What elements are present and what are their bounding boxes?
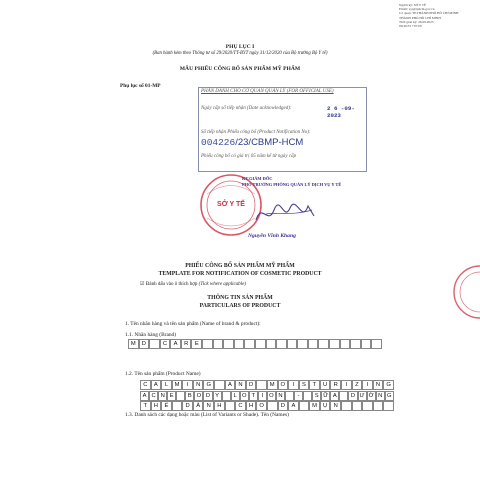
letter-cell: S xyxy=(312,391,321,401)
letter-cell: N xyxy=(203,401,214,411)
signer-title-line: PHÓ TRƯỞNG PHÒNG QUẢN LÝ DỊCH VỤ Y TẾ xyxy=(242,182,342,187)
letter-cell xyxy=(149,339,160,349)
letter-cell xyxy=(244,339,255,349)
particulars-title-en: PARTICULARS OF PRODUCT xyxy=(199,303,281,309)
letter-cell: O xyxy=(194,391,203,401)
letter-cell: M xyxy=(172,380,183,390)
tick-note-vi: ☑ Đánh dấu vào ô thích hợp xyxy=(140,282,198,287)
letter-cell: N xyxy=(373,380,384,390)
question-1-2: 1.2. Tên sản phẩm (Product Name) xyxy=(125,371,201,377)
letter-cell: G xyxy=(203,380,214,390)
signature-line: Thời gian ký: 26.09.2023 xyxy=(399,19,434,24)
letter-cell: Z xyxy=(352,380,363,390)
letter-cell: Ữ xyxy=(321,391,330,401)
letter-cell: Ờ xyxy=(367,391,376,401)
letter-cell: I xyxy=(258,391,267,401)
letter-cell xyxy=(266,339,277,349)
letter-cell: C xyxy=(140,380,151,390)
letter-cell: - xyxy=(294,391,303,401)
letter-cell: B xyxy=(185,391,194,401)
letter-cell: L xyxy=(161,380,172,390)
notification-number xyxy=(201,137,303,148)
signer-title-line: KT.GIÁM ĐỐC xyxy=(242,176,273,181)
signature-line: Người ký: SỞ Y TẾ xyxy=(399,3,427,7)
letter-cell: D xyxy=(203,391,212,401)
letter-cell xyxy=(222,391,231,401)
digital-signature-info xyxy=(399,3,477,28)
letter-cell xyxy=(287,339,298,349)
letter-cell: G xyxy=(383,380,394,390)
official-use-title: PHẦN DÀNH CHO CƠ QUAN QUẢN LÝ (FOR OFFICIAL USE) xyxy=(201,89,334,94)
validity-label: Phiếu công bố có giá trị 05 năm kể từ ngày cấp xyxy=(201,154,297,159)
template-title-vi: PHIẾU CÔNG BỐ SẢN PHẨM MỸ PHẨM xyxy=(185,263,295,269)
letter-cell: N xyxy=(276,391,285,401)
letter-cell: G xyxy=(385,391,394,401)
letter-cell xyxy=(285,391,294,401)
letter-cell xyxy=(297,339,308,349)
letter-cell: M xyxy=(267,380,278,390)
letter-cell xyxy=(276,339,287,349)
notification-number-value: 004226 xyxy=(201,137,236,148)
letter-cell xyxy=(318,339,329,349)
signature-line: THÀNH PHỐ HỒ CHÍ MINH xyxy=(399,15,441,20)
letter-cell xyxy=(202,339,213,349)
question-1-1: 1.1. Nhãn hàng (Brand) xyxy=(125,332,177,338)
letter-cell: T xyxy=(309,380,320,390)
letter-cell: C xyxy=(149,391,158,401)
letter-cell: A xyxy=(330,391,339,401)
letter-cell: Ụ xyxy=(320,401,331,411)
letter-cell: D xyxy=(246,380,257,390)
letter-cell: Y xyxy=(213,391,222,401)
handwritten-signature-icon xyxy=(252,196,322,230)
letter-cell xyxy=(223,339,234,349)
letter-cell: N xyxy=(235,380,246,390)
letter-cell xyxy=(308,339,319,349)
letter-cell xyxy=(350,339,361,349)
letter-cell: H xyxy=(246,401,257,411)
letter-cell: A xyxy=(151,380,162,390)
letter-cell: N xyxy=(158,391,167,401)
letter-cell xyxy=(234,339,245,349)
letter-cell: R xyxy=(330,380,341,390)
letter-cell: I xyxy=(182,380,193,390)
notification-label: Số tiếp nhận Phiếu công bố (Product Notification No): xyxy=(201,130,311,135)
ack-date-label: Ngày cấp số tiếp nhận (Date acknowledged): xyxy=(201,106,292,111)
letter-cell xyxy=(361,339,372,349)
letter-cell: Ư xyxy=(358,391,367,401)
tick-note xyxy=(140,281,246,287)
letter-cell: U xyxy=(320,380,331,390)
letter-cell: O xyxy=(256,401,267,411)
question-1-3: 1.3. Danh sách các dạng hoặc màu (List of Variants or Shade). Tên (Names) xyxy=(125,412,289,418)
letter-cell: D xyxy=(182,401,193,411)
letter-cell: T xyxy=(140,401,151,411)
particulars-title-vi: THÔNG TIN SẢN PHẨM xyxy=(207,295,273,301)
template-title-en: TEMPLATE FOR NOTIFICATION OF COSMETIC PRODUCT xyxy=(158,271,322,277)
letter-cell xyxy=(256,380,267,390)
signer-name: Nguyễn Vĩnh Khang xyxy=(248,233,296,239)
signature-line: Email: syt@tphcm.gov.vn xyxy=(399,7,435,12)
question-1: 1. Tên nhãn hàng và tên sản phẩm (Name of brand & product): xyxy=(125,321,261,327)
product-name-grid-row-2 xyxy=(140,391,394,401)
letter-cell xyxy=(172,401,183,411)
letter-cell xyxy=(214,380,225,390)
signer-title xyxy=(242,176,362,188)
form-number: Phụ lục số 01-MP xyxy=(120,83,161,89)
letter-cell: O xyxy=(267,391,276,401)
letter-cell: N xyxy=(330,401,341,411)
letter-cell xyxy=(213,339,224,349)
letter-cell xyxy=(341,401,352,411)
seal-ring-text: SỞ Y TẾ xyxy=(217,201,245,208)
letter-cell xyxy=(362,401,373,411)
letter-cell: C xyxy=(235,401,246,411)
letter-cell xyxy=(303,391,312,401)
letter-cell: R xyxy=(181,339,192,349)
notification-number-suffix: /23/CBMP-HCM xyxy=(235,137,304,148)
letter-cell: I xyxy=(288,380,299,390)
letter-cell: M xyxy=(128,339,139,349)
signature-line: Cơ quan: TP.THÀNH PHỐ HỒ CHÍ MINH xyxy=(399,11,459,16)
letter-cell: H xyxy=(214,401,225,411)
letter-cell: À xyxy=(193,401,204,411)
form-title: MẪU PHIẾU CÔNG BỐ SẢN PHẨM MỸ PHẨM xyxy=(179,66,301,72)
letter-cell: A xyxy=(288,401,299,411)
letter-cell xyxy=(255,339,266,349)
letter-cell: T xyxy=(249,391,258,401)
appendix-title: PHỤ LỤC I xyxy=(225,44,255,50)
official-use-box xyxy=(198,87,367,172)
letter-cell: I xyxy=(341,380,352,390)
appendix-note: (Ban hành kèm theo Thông tư số 29/2020/TT-BYT ngày 31/12/2020 của Bộ trưởng Bộ Y tế) xyxy=(152,51,328,56)
product-name-grid-row-1 xyxy=(140,380,394,390)
tick-note-en: (Tick where applicable) xyxy=(198,282,246,287)
letter-cell: A xyxy=(170,339,181,349)
letter-cell: D xyxy=(348,391,357,401)
signature-line: 09:49:33 +07:00 xyxy=(399,24,422,29)
letter-cell: D xyxy=(278,401,289,411)
letter-cell xyxy=(339,391,348,401)
letter-cell: C xyxy=(160,339,171,349)
letter-cell: A xyxy=(225,380,236,390)
letter-cell: E xyxy=(167,391,176,401)
letter-cell: N xyxy=(193,380,204,390)
ack-date-stamp: 2 6 -09- 2023 xyxy=(327,105,355,119)
letter-cell: O xyxy=(278,380,289,390)
letter-cell: S xyxy=(299,380,310,390)
letter-cell xyxy=(267,401,278,411)
letter-cell: I xyxy=(362,380,373,390)
letter-cell: M xyxy=(309,401,320,411)
letter-cell: Ể xyxy=(161,401,172,411)
letter-cell xyxy=(352,401,363,411)
letter-cell: D xyxy=(139,339,150,349)
letter-cell xyxy=(373,401,384,411)
letter-cell xyxy=(383,401,394,411)
letter-cell: N xyxy=(376,391,385,401)
letter-cell: H xyxy=(151,401,162,411)
letter-cell: L xyxy=(231,391,240,401)
letter-cell: E xyxy=(191,339,202,349)
letter-cell xyxy=(329,339,340,349)
product-name-grid-row-3 xyxy=(140,401,394,411)
letter-cell xyxy=(225,401,236,411)
letter-cell xyxy=(299,401,310,411)
letter-cell xyxy=(371,339,382,349)
letter-cell xyxy=(340,339,351,349)
letter-cell xyxy=(176,391,185,401)
brand-letter-grid xyxy=(128,339,382,349)
letter-cell: O xyxy=(240,391,249,401)
letter-cell: A xyxy=(140,391,149,401)
